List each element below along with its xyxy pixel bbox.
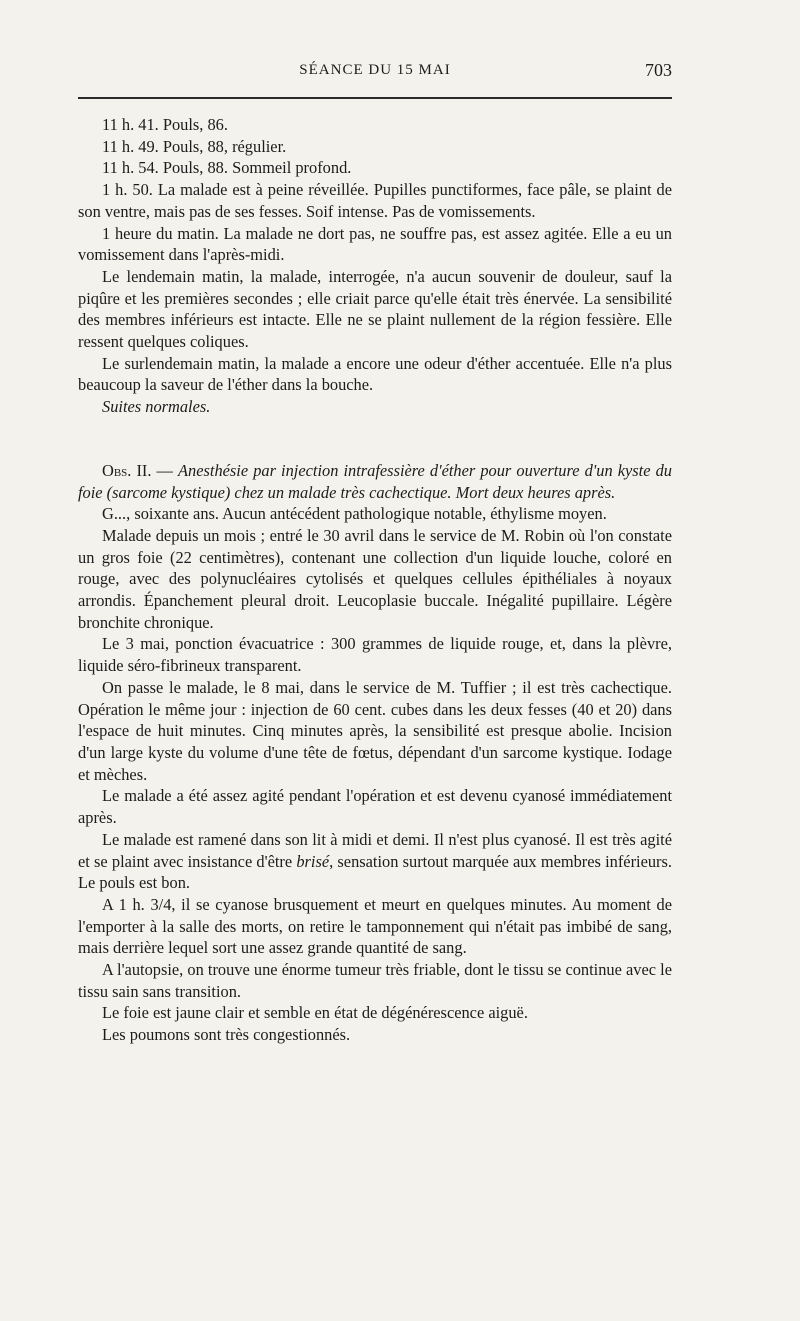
paragraph: Le surlendemain matin, la malade a encore une odeur d'éther accentuée. Elle n'a plus beaucoup la saveur de l'éther dans la bouche. (78, 353, 672, 395)
paragraph: A l'autopsie, on trouve une énorme tumeur très friable, dont le tissu se continue avec le tissu sain sans transition. (78, 960, 672, 1001)
paragraph: Le lendemain matin, la malade, interrogée, n'a aucun souvenir de douleur, sauf la piqûre et les premières secondes ; elle criait parce qu'elle était très énervée. La sensibilité des membres inférieurs est intacte. Elle ne se plaint nullement de la région fessière. Elle ressent quelques coliques. (78, 266, 672, 352)
paragraph: A 1 h. 3/4, il se cyanose brusquement et meurt en quelques minutes. Au moment de l'emporter à la salle des morts, on retire le tamponnement qui n'était pas imbibé de sang, mais derrière lequel sort une assez grande quantité de sang. (78, 894, 672, 958)
suites-line: Suites normales. (102, 397, 211, 417)
paragraph: 1 heure du matin. La malade ne dort pas, ne souffre pas, est assez agitée. Elle a eu un vomissement dans l'après-midi. (78, 223, 672, 265)
paragraph: Les poumons sont très congestionnés. (102, 1025, 351, 1045)
paragraph: 11 h. 49. Pouls, 88, régulier. (102, 136, 287, 156)
paragraph: 11 h. 41. Pouls, 86. (102, 115, 228, 134)
section-gap (78, 439, 672, 460)
paragraph: 1 h. 50. La malade est à peine réveillée. Pupilles punctiformes, face pâle, se plaint de son ventre, mais pas de ses fesses. Soif intense. Pas de vomissements. (78, 180, 672, 221)
paragraph-text: Le malade est ramené dans son lit à midi et demi. Il n'est plus cyanosé. Il est très agité et se plaint avec insistance d'être (78, 829, 672, 871)
paragraph: 11 h. 54. Pouls, 88. Sommeil profond. (102, 158, 352, 178)
page-number: 703 (645, 60, 672, 80)
paragraph: Le foie est jaune clair et semble en état de dégénérescence aiguë. (102, 1003, 528, 1023)
observation-title: Anesthésie par injection intrafessière d'éther pour ouverture d'un kyste du foie (sarcome kystique) chez un malade très cachectique. Mort deux heures après. (78, 460, 672, 502)
paragraph-text: , sensation surtout marquée aux membres inférieurs. Le pouls est bon. (78, 851, 672, 893)
paragraph: On passe le malade, le 8 mai, dans le service de M. Tuffier ; il est très cachectique. Opération le même jour : injection de 60 cent. cubes dans les deux fesses (40 et 20) dans l'espace de huit minutes. Cinq minutes après, la sensibilité est presque abolie. Incision d'un large kyste du volume d'une tête de fœtus, dépendant d'un sarcome kystique. Iodage et mèches. (78, 677, 672, 784)
header-rule (78, 97, 672, 99)
running-header (78, 60, 672, 84)
paragraph: Malade depuis un mois ; entré le 30 avril dans le service de M. Robin où l'on constate un gros foie (22 centimètres), contenant une collection d'un liquide louche, coloré en rouge, avec des polynucléaires cytolisés et quelques cellules épithéliales à noyaux arrondis. Épanchement pleural droit. Leucoplasie buccale. Inégalité pupillaire. Légère bronchite chronique. (78, 525, 672, 632)
paragraph: G..., soixante ans. Aucun antécédent pathologique notable, éthylisme moyen. (102, 504, 607, 524)
body-text (78, 114, 672, 1046)
section-gap (78, 418, 672, 439)
observation-heading (78, 460, 672, 503)
paragraph: Le malade a été assez agité pendant l'opération et est devenu cyanosé immédiatement après. (78, 786, 672, 828)
paragraph: Le 3 mai, ponction évacuatrice : 300 grammes de liquide rouge, et, dans la plèvre, liquide séro-fibrineux transparent. (78, 634, 672, 676)
document-page (78, 0, 672, 1321)
paragraph (78, 829, 672, 894)
running-title: SÉANCE DU 15 MAI (299, 62, 451, 78)
emphasis-word: brisé (296, 851, 330, 871)
observation-label: Obs. II. — (102, 460, 173, 480)
